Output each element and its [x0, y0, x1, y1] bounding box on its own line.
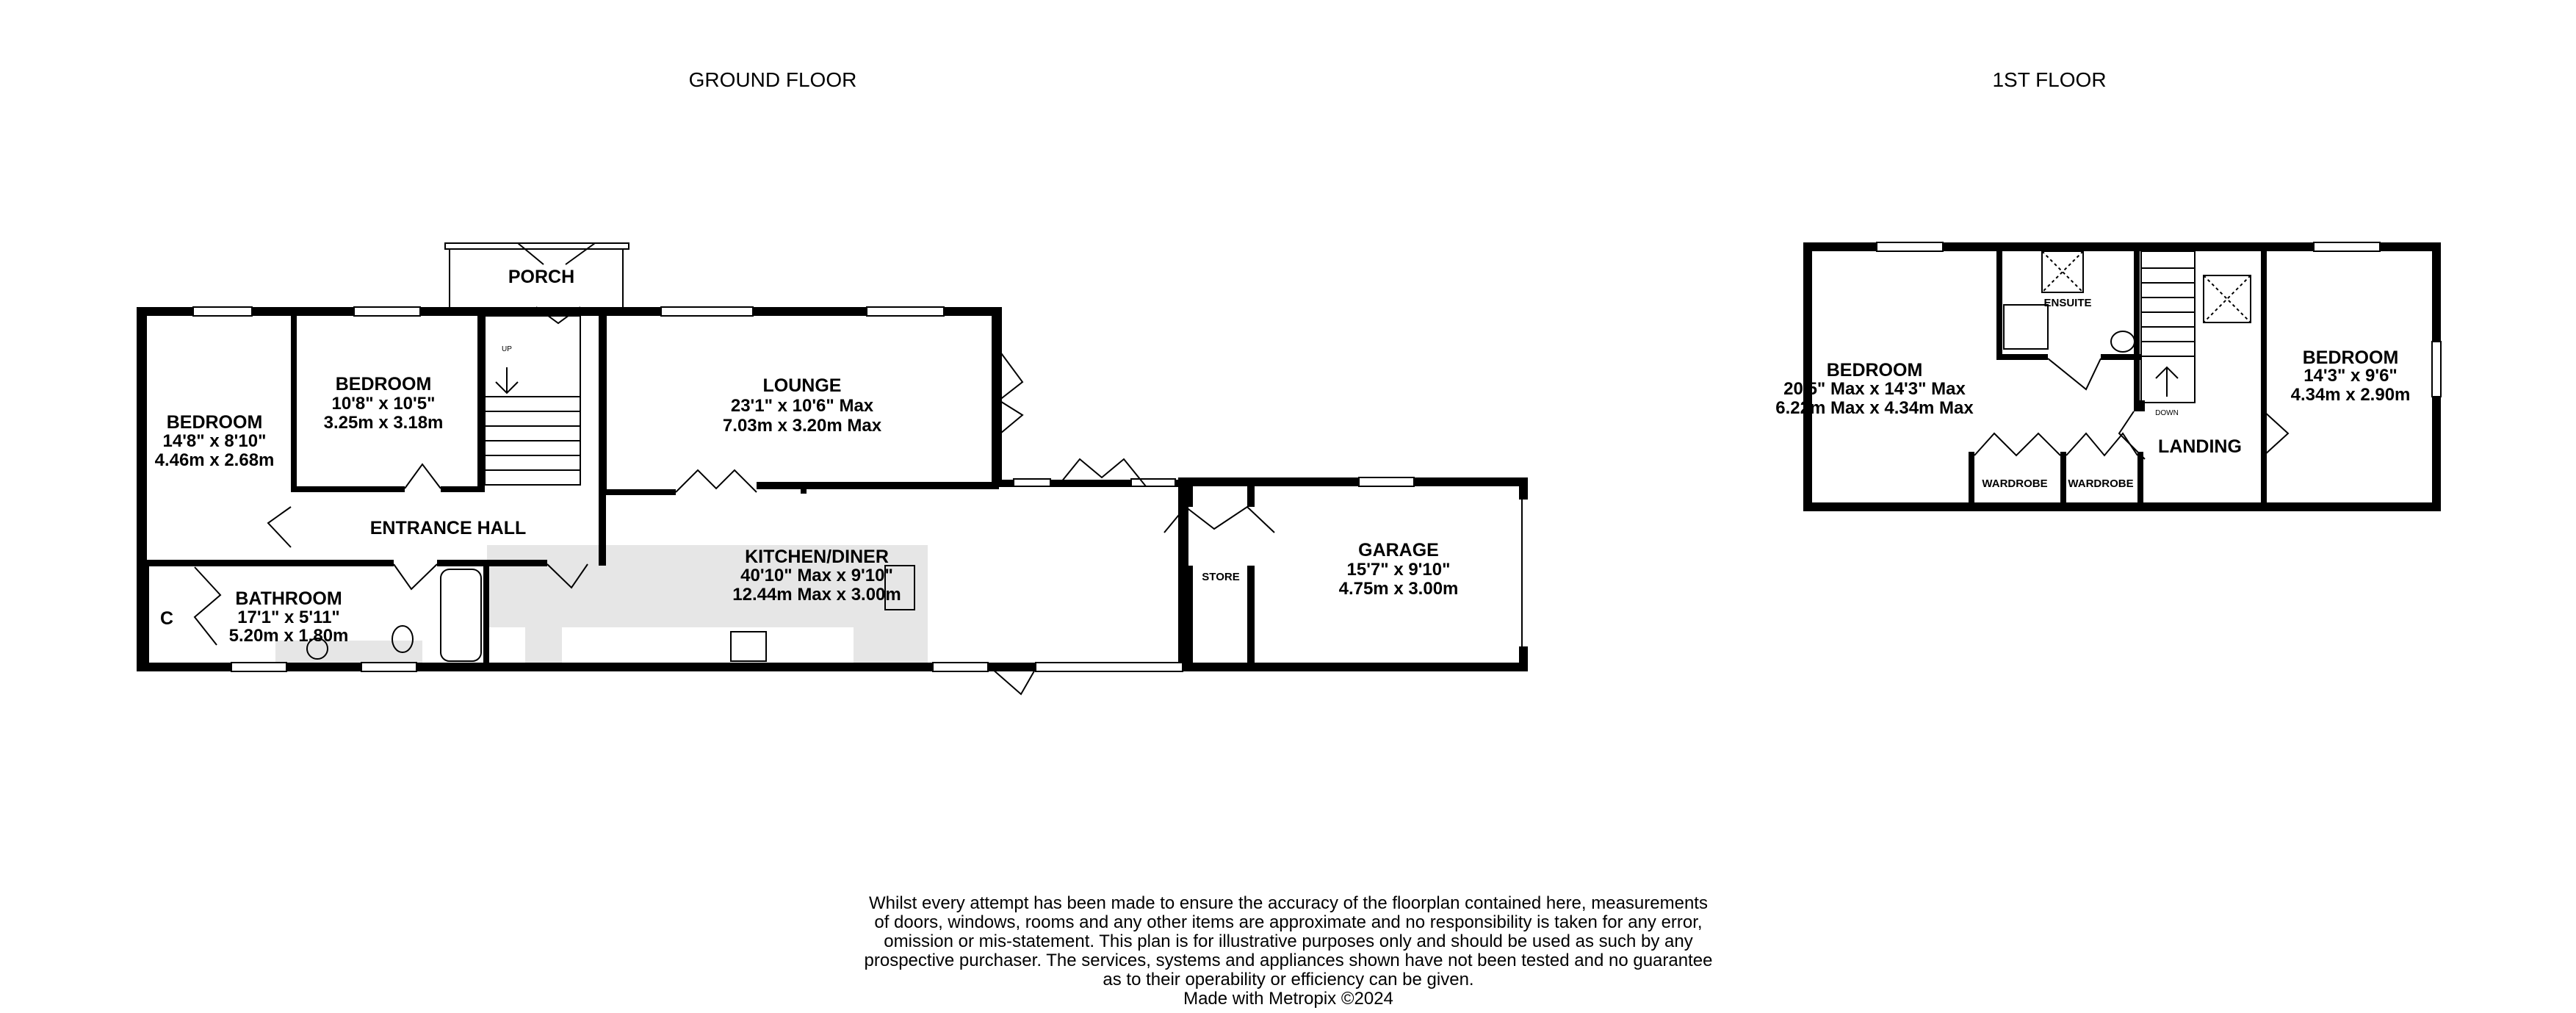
- ensuite-door: [2048, 358, 2101, 389]
- rooflight-icon: [2204, 275, 2251, 322]
- window: [231, 663, 286, 671]
- window: [1014, 479, 1050, 486]
- wardrobe-label: WARDROBE: [2068, 477, 2134, 490]
- lounge-label: LOUNGE: [762, 375, 842, 396]
- kitchen-metric: 12.44m Max x 3.00m: [732, 585, 901, 605]
- bedroom-door: [268, 507, 291, 547]
- window: [1036, 663, 1183, 671]
- metropix-credit: Made with Metropix ©2024: [1183, 989, 1393, 1009]
- ground-floor-heading: GROUND FLOOR: [688, 68, 857, 91]
- garage-label: GARAGE: [1358, 540, 1439, 560]
- disclaimer-line: omission or mis-statement. This plan is for illustrative purposes only and should be used as such by any: [884, 931, 1693, 951]
- window: [1359, 477, 1414, 486]
- ground-floor-plan: [137, 243, 1528, 694]
- stairs-first: [2141, 251, 2195, 403]
- wall: [137, 663, 1188, 671]
- bedroom-c-label: BEDROOM: [1826, 360, 1923, 381]
- wall: [291, 307, 297, 491]
- kitchen-imperial: 40'10" Max x 9'10": [740, 566, 893, 585]
- landing-label: LANDING: [2158, 436, 2242, 457]
- first-floor-heading: 1ST FLOOR: [1992, 68, 2107, 91]
- bedroom-door: [2264, 411, 2288, 455]
- bedroom-a-metric: 4.46m x 2.68m: [154, 450, 275, 470]
- bedroom-a-label: BEDROOM: [166, 412, 263, 433]
- garage-metric: 4.75m x 3.00m: [1338, 579, 1459, 599]
- wall: [137, 560, 394, 566]
- bedroom-b-metric: 3.25m x 3.18m: [323, 413, 444, 433]
- stairs-up-label: UP: [502, 345, 512, 353]
- wall: [2134, 242, 2140, 411]
- wall: [483, 566, 489, 665]
- window: [661, 307, 753, 316]
- window: [2432, 342, 2441, 397]
- wall: [757, 482, 999, 489]
- wall: [1996, 354, 2048, 360]
- wall: [1186, 477, 1193, 507]
- cupboard-door: [195, 567, 220, 645]
- store-label: STORE: [1202, 571, 1240, 583]
- wall: [1186, 566, 1193, 671]
- bathroom-door: [394, 564, 437, 589]
- wall: [1247, 477, 1255, 507]
- wall: [2137, 452, 2143, 511]
- bedroom-a-imperial: 14'8" x 8'10": [162, 431, 267, 451]
- wall: [601, 489, 676, 495]
- wall: [291, 486, 405, 492]
- lounge-imperial: 23'1" x 10'6" Max: [730, 396, 874, 416]
- disclaimer-line: as to their operability or efficiency can be given.: [1103, 970, 1474, 989]
- garage-imperial: 15'7" x 9'10": [1346, 560, 1451, 580]
- disclaimer-line: of doors, windows, rooms and any other items are approximate and no responsibility is taken for any error,: [874, 912, 1703, 932]
- wall: [1803, 242, 1812, 511]
- bedroom-c-imperial: 20'5" Max x 14'3" Max: [1783, 379, 1966, 399]
- stairs-ground: [485, 316, 580, 485]
- wall: [143, 566, 149, 665]
- bath-icon: [441, 569, 481, 661]
- window: [1131, 479, 1175, 486]
- ensuite-toilet-icon: [2111, 331, 2135, 352]
- wall: [437, 560, 547, 566]
- ensuite-label: ENSUITE: [2043, 297, 2092, 309]
- bedroom-b-imperial: 10'8" x 10'5": [331, 394, 436, 414]
- wall: [1247, 566, 1255, 671]
- window: [2314, 242, 2380, 251]
- kitchen-door: [992, 668, 1036, 694]
- wall: [1969, 452, 1974, 511]
- window: [193, 307, 252, 316]
- wall: [2060, 452, 2066, 511]
- wall: [1519, 477, 1528, 500]
- bedroom-d-metric: 4.34m x 2.90m: [2290, 385, 2411, 405]
- lounge-kitchen-doors: [676, 470, 757, 492]
- window: [867, 307, 944, 316]
- bathroom-label: BATHROOM: [235, 588, 342, 609]
- wall: [1996, 242, 2002, 360]
- wardrobe-label: WARDROBE: [1982, 477, 2048, 490]
- disclaimer: [865, 893, 1713, 1009]
- wall: [1803, 502, 2441, 511]
- bedroom-d-imperial: 14'3" x 9'6": [2303, 366, 2398, 386]
- disclaimer-line: Whilst every attempt has been made to ensure the accuracy of the floorplan contained here, measurements: [869, 893, 1708, 913]
- lounge-metric: 7.03m x 3.20m Max: [722, 416, 882, 436]
- window: [354, 307, 420, 316]
- first-floor-plan: [1775, 242, 2441, 511]
- wall: [992, 307, 1002, 487]
- wall: [1519, 646, 1528, 671]
- kitchen-label: KITCHEN/DINER: [745, 547, 889, 567]
- wall: [2261, 242, 2267, 511]
- window: [361, 663, 416, 671]
- entrance-hall-label: ENTRANCE HALL: [369, 518, 527, 538]
- wardrobe-doors: [1974, 433, 2060, 455]
- ensuite-basin-icon: [2004, 305, 2048, 349]
- wall: [1178, 477, 1526, 486]
- bedroom-door: [405, 464, 441, 489]
- wall: [1178, 663, 1526, 671]
- window: [1877, 242, 1943, 251]
- window: [933, 663, 988, 671]
- hob-icon: [731, 632, 766, 661]
- disclaimer-line: prospective purchaser. The services, systems and appliances shown have not been tested and no guarantee: [864, 951, 1713, 970]
- wall: [477, 307, 485, 492]
- porch-label: PORCH: [508, 267, 575, 287]
- bathroom-metric: 5.20m x 1.80m: [228, 626, 349, 646]
- bedroom-d-label: BEDROOM: [2302, 347, 2399, 368]
- bathroom-imperial: 17'1" x 5'11": [237, 608, 340, 627]
- wall: [601, 307, 607, 494]
- wardrobe-doors: [2066, 433, 2137, 455]
- bedroom-b-label: BEDROOM: [335, 374, 432, 394]
- bedroom-c-metric: 6.22m Max x 4.34m Max: [1775, 398, 1974, 418]
- porch-window: [445, 243, 629, 249]
- stairs-down-label: DOWN: [2155, 409, 2179, 417]
- wall: [801, 482, 807, 494]
- cupboard-label: C: [159, 608, 174, 629]
